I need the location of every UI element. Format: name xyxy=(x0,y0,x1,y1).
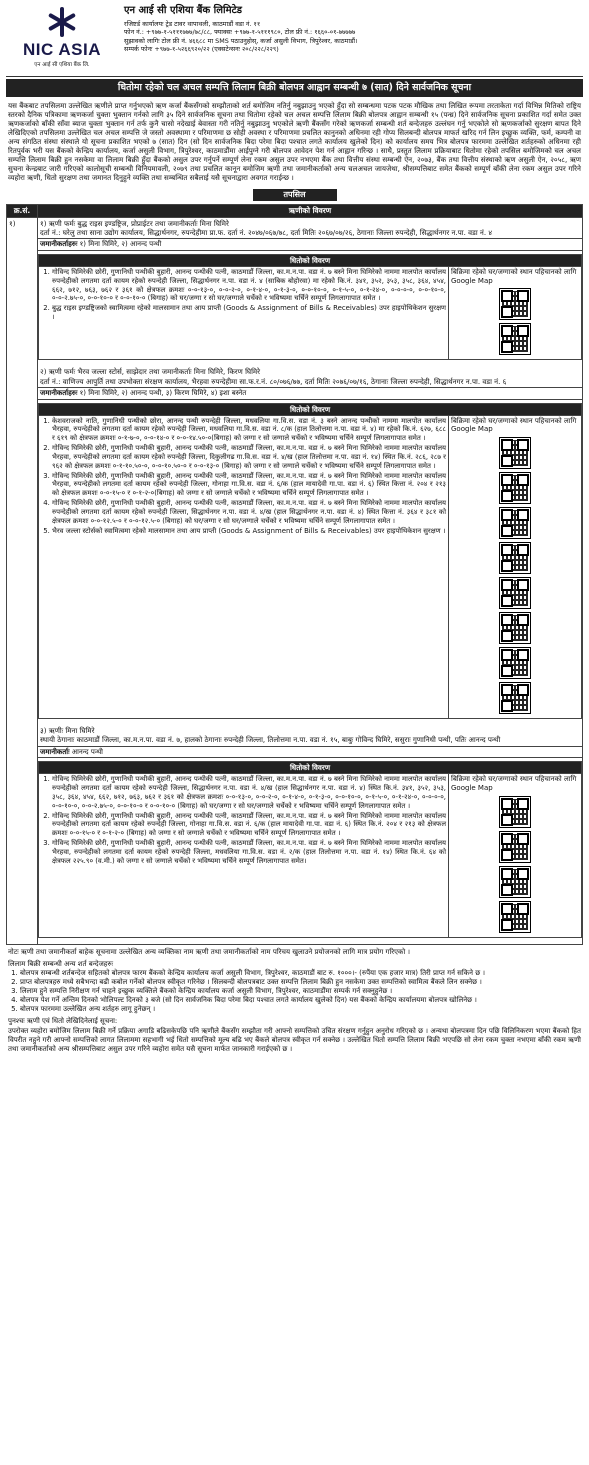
map-qr-cell xyxy=(449,415,582,719)
borrower-info: १) ऋणी फर्मः बुद्ध राइस इण्डष्ट्रिज, प्रोप्राईटर तथा जमानीकर्ताः मिना घिमिरे दर्ता नं.: घरेलु तथा साना उद्योग कार्यालय, सिद्धार्थनगर, रुपन्देहीमा प्रा.फ. दर्ता नं. २०४७/०६७/७८, दर्ता मितिः २०६७/०७/२६, ठेगानाः जिल्ला रुपन्देही, सिद्धार्थनगर न.पा. वडा नं. ४ xyxy=(38,218,582,239)
row-sn: १) xyxy=(7,217,38,944)
security-item: 1. गोविन्द घिमिरेकी छोरी, गुणानिधी पन्थीकी बुहारी, आनन्द पन्थीकी पत्नी, काठमाडौं जिल्ला, का.म.न.पा. वडा नं. ७ बस्ने मिना घिमिरेको नाममा मालपोत कार्यालय रुपन्देहीको लगतमा दर्ता कायम रहेको रुपन्देही जिल्ला, सिद्धार्थनगर न.पा. वडा नं. ४ (साबिक बोहोरवा) मा रहेको कि.नं. ३४१, ३५२, ३५३, ३५८, ३६४, ४५४, ६६२, ७१२, ७६३, ७६२ र ३६१ को क्षेत्रफल क्रमशः ०-०-१३-०, ०-०-२-०, ०-१-४-०, ०-१-३-०, ०-०-१०-०, ०-१-५-०, ०-१-२४-०, ०-०-०-०, ०-०-१०-०, ०-०-२.७५-०, ०-०-१०-० र ०-०-१०-० (बिगाह) को घर/जग्गा र सो घर/जग्गाले चर्चेको र भविष्यमा चर्चिने सम्पूर्ण लिगलागापात समेत । xyxy=(52,268,446,303)
bank-logo xyxy=(6,0,118,76)
bank-name: एन आई सी एशिया बैंक लिमिटेड xyxy=(124,5,242,16)
map-qr-cell xyxy=(449,266,582,360)
schedule-title: तपसिल xyxy=(253,189,337,201)
security-details xyxy=(39,774,449,938)
details-header: ऋणीको विवरण xyxy=(38,205,583,217)
qr-code-icon[interactable] xyxy=(499,288,531,320)
qr-code-icon[interactable] xyxy=(499,577,531,609)
qr-code-icon[interactable] xyxy=(499,612,531,644)
footer xyxy=(6,945,583,1057)
guarantors-row xyxy=(38,387,582,399)
qr-code-icon[interactable] xyxy=(499,831,531,863)
conditions-title: लिलाम बिक्री सम्बन्धी अन्य शर्त बन्देजहरुः xyxy=(8,959,114,968)
qr-caption: बिक्रिमा रहेको घर/जग्गाको स्थान पहिचानको लागि Google Map xyxy=(451,416,577,434)
qr-caption: बिक्रिमा रहेको घर/जग्गाको स्थान पहिचानको लागि Google Map xyxy=(451,775,577,793)
security-item: 1. गोविन्द घिमिरेकी छोरी, गुणानिधी पन्थीकी बुहारी, आनन्द पन्थीकी पत्नी, काठमाडौं जिल्ला, का.म.न.पा. वडा नं. ७ बस्ने मिना घिमिरेको नाममा मालपोत कार्यालय रुपन्देहीको लगतमा दर्ता कायम रहेको रुपन्देही जिल्ला, सिद्धार्थनगर न.पा. वडा नं. ४/ख (हाल सिद्धार्थनगर न.पा. वडा नं. ४) स्थित कि.नं. ३४१, ३५२, ३५३, ३५८, ३६४, ४५४, ६६२, ७१२, ७६३, ७६२ र ३६१ को क्षेत्रफल क्रमशः ०-०-१३-०, ०-०-२-०, ०-१-४-०, ०-१-३-०, ०-०-१०-०, ०-१-५-०, ०-१-२४-०, ०-०-०-०, ०-०-१०-०, ०-०-२.७५-०, ०-०-१०-० र ०-०-१०-० (बिगाह) को घर/जग्गा र सो घर/जग्गाले चर्चेको र भविष्यमा चर्चिने सम्पूर्ण लिगलागापात समेत । xyxy=(52,775,446,810)
security-details xyxy=(39,266,449,360)
notice-page xyxy=(6,0,583,1057)
header-line: रजिष्टर्ड कार्यालयः ट्रेड टावर थापाथली, काठमाडौं वडा नं. ११ xyxy=(124,19,261,28)
condition-item: 2. प्राप्त बोलपत्रहरु मध्ये सबैभन्दा बढी कबोल गर्नेको बोलपत्र स्वीकृत गरिनेछ । सिलबन्दी बोलपत्रबाट उक्त सम्पत्ति लिलाम बिक्री हुन नसकेमा उक्त सम्पत्तिको स्वामित्व बैंकले लिन सक्नेछ । xyxy=(20,978,581,987)
security-header: धितोको विवरण xyxy=(39,403,582,415)
borrower-table xyxy=(6,204,583,944)
condition-item: 4. बोलपत्र पेश गर्ने अन्तिम दिनको भोलिपल्ट दिनको ३ बजे (सो दिन सार्वजनिक बिदा परेमा बिदा पश्चात लगते कार्यालय खुलेको दिन) यस बैंकको केन्द्रिय कार्यालयमा बोलपत्र खोलिनेछ । xyxy=(20,996,581,1005)
security-item: 3. गोविन्द घिमिरेकी छोरी, गुणानिधी पन्थीकी बुहारी, आनन्द पन्थीकी पत्नी, काठमाडौं जिल्ला, का.म.न.पा. वडा नं. ७ बस्ने मिना घिमिरेको नाममा मालपोत कार्यालय भैरहवा, रुपन्देहीको लगतमा दर्ता कायम रहेको रुपन्देही जिल्ला, गोनाहा गा.वि.स. वडा नं. ६/क (हाल मायादेवी गा.पा. वडा नं. ६) स्थित कित्ता नं. २०४ र २१३ को क्षेत्रफल क्रमशः ०-०-१५-० र ०-१-२-०(बिगाह) को जग्गा र सो जग्गाले चर्चेको र भविष्यमा चर्चिने सम्पूर्ण लिगलागापात समेत । xyxy=(52,472,446,498)
guarantors-names: १) मिना घिमिरे, २) आनन्द पन्थी, ३) किरण घिमिरे, ४) इशा बस्नेत xyxy=(79,388,247,397)
security-item: 2. बुद्ध राइस इण्डष्ट्रिजको स्वामित्वमा रहेको मालसामान तथा आय प्राप्ती (Goods & Assignment of Bills & Receivables) उपर हाइपोथिकेशन सुरक्षण । xyxy=(52,304,446,322)
borrowers-list xyxy=(38,218,582,938)
qr-code-icon[interactable] xyxy=(499,472,531,504)
logo-text: NIC ASIA xyxy=(23,40,101,60)
qr-code-icon[interactable] xyxy=(499,542,531,574)
borrower-block xyxy=(38,725,582,938)
nic-star-icon xyxy=(47,7,77,37)
extra-title: पुनश्चः ऋणी एवं धितो लेखिदिनेलाई सूचना: xyxy=(8,1017,118,1026)
header-line: फोन नं.: +९७७-१-५१११७७७/७८/८८, फ्याक्सः +९७७-१-५१११९८०, टोल फ्री नं.: १६६०-०१-७७७७७ xyxy=(124,28,356,37)
intro-paragraph: यस बैंकबाट तपसिलमा उल्लेखित ऋणीले प्राप्त गर्नुभएको ऋण कर्जा बैंकसँगको सम्झौताको शर्त बमोजिम नतिर्नु नबुझाउनु भएको हुँदा सो सम्बन्धमा पटक पटक मौखिक तथा लिखित रूपमा तरताकेता गर्दा विभिन्न मितिको राष्ट्रिय स्तरको दैनिक पत्रिकामा ऋणकर्जा चुक्ता भुक्तान गर्नको लागि ३५ दिने सार्वजनिक सूचना तथा धितोमा रहेको चल अचल सम्पत्ति लिलाम बिक्री बोलपत्र आह्वान सम्बन्धी १५ (पन्ध्र) दिने सार्वजनिक सूचना प्रकाशित गर्दा समेत उक्त ऋणकर्जाको बाँकी साँवा ब्याज चुक्ता भुक्तान गर्न तर्फ कुनै चासो नदेखाई बेवास्ता गरी नतिर्नु नबुझाउनु भएकोले ऋणी बैंकसँग गरेको ऋणकर्जा सम्बन्धी शर्त बन्देजहरु उल्लंघन गर्नु भएकोले सो ऋणकर्जाको सुरक्षण बापत दिने लेखिदिएको तपसिलमा उल्लेखित चल अचल सम्पत्ति जे जस्तो अवस्थामा र परिमाणमा छ सोही अवस्था र परिमाणमा प्रचलित कानुनको अधिनमा रही गोप्य सिलबन्दी बोलपत्र माफर्त खरिद गर्न लिन इच्छुक व्यक्ति, फर्म, कम्पनी वा अन्य संगठित संस्था संस्थाले यो सूचना प्रकाशित भएको ७ (सात) दिन (सो दिन सार्वजनिक बिदा परेमा बिदा पश्चात लगते कार्यालय खुलेको दिन) को कार्यालय समय भित्र बोलपत्र फारममा उल्लेखित शर्तहरुको अधिनमा रही रितपुर्वक भरी यस बैंकको केन्द्रिय कार्यालय, कर्जा असुली विभाग, त्रिपुरेश्वर, काठमाडौंमा आईपुग्ने गरी बोलपत्र आवेदन पेश गर्न आह्वान गरिन्छ । साथै, प्रस्तुत लिलाम प्रक्रियाबाट धितोमा रहेको तपसिल बमोजिमको चल अचल सम्पत्ति लिलाम बिक्री हुन नसकेमा वा लिलाम बिक्री हुँदा बैंकको असुल उपर गर्नुपर्ने सम्पूर्ण लेना रकम असुल उपर नभएमा बैंक तथा वित्तीय संस्था सम्बन्धी ऐन, २०७३, बैंक तथा वित्तीय संस्थाको ऋण असुली ऐन, २०५८, ऋण सुचना केन्द्रबाट जारी गरिएको कालोसूची सम्बन्धी विनियमावली, २०७९ तथा प्रचलित कानून बमोजिम ऋणी तथा जमानीकर्ताको अन्य चलअचल जायजेथा, श्रीसम्पत्तिबाट समेत बैंकको सम्पूर्ण बाँकी लेना रकम असुल उपर गरिने व्यहोरा ऋणी, धितो सुरक्षण तथा जमानत दिनुहुने व्यक्ति तथा सम्बन्धित सबैलाई यसै सूचनाद्वारा अवगत गराईन्छ । xyxy=(8,100,581,183)
guarantors-row xyxy=(38,239,582,251)
borrower-block xyxy=(38,218,582,361)
qr-code-icon[interactable] xyxy=(499,507,531,539)
guarantors-row xyxy=(38,746,582,758)
conditions-list xyxy=(8,969,581,1014)
condition-item: 1. बोलपत्र सम्बन्धी शर्तबन्देज सहितको बोलपत्र फारम बैंकको केन्द्रिय कार्यालय कर्जा असुली विभाग, त्रिपुरेश्वर, काठमाडौं बाट रु. १०००।- (रुपैंया एक हजार मात्र) तिरी प्राप्त गर्न सकिने छ । xyxy=(20,969,581,978)
logo-tagline: एन आई सी एशिया बैंक लि. xyxy=(34,61,90,68)
guarantors-names: १) मिना घिमिरे, २) आनन्द पन्थी xyxy=(79,240,162,249)
header-line: सुझावको लागिः टोल फ्री नं. ४६६८८ मा SMS पठाउनुहोस्, कर्जा असुली विभाग, त्रिपुरेश्वर, काठमाडौं। xyxy=(124,36,358,45)
header xyxy=(6,0,583,77)
security-item: 4. गोविन्द घिमिरेकी छोरी, गुणानिधी पन्थीकी बुहारी, आनन्द पन्थीकी पत्नी, काठमाडौं जिल्ला, का.म.न.पा. वडा नं. ७ बस्ने मिना घिमिरेको नाममा मालपोत कार्यालय रुपन्देहीको लगतमा दर्ता कायम रहेको रुपन्देही जिल्ला, सिद्धार्थनगर न.पा. वडा नं. ४/ख (हाल सिद्धार्थनगर न.पा. वडा नं. ४) स्थित कित्ता नं. ३६४ र ३८१ को क्षेत्रफल क्रमशः ०-०-१२.५-० र ०-०-१२.५-० (बिगाह) को घर/जग्गा र सो घर/जग्गाले चर्चेको र भविष्यमा चर्चिने सम्पूर्ण लिगलागापात समेत । xyxy=(52,499,446,525)
guarantors-names: आनन्द पन्थी xyxy=(71,747,103,756)
qr-code-icon[interactable] xyxy=(499,796,531,828)
header-info xyxy=(118,0,583,76)
notice-title: धितोमा रहेको चल अचल सम्पत्ति लिलाम बिक्री बोलपत्र आह्वान सम्बन्धी ७ (सात) दिने सार्वजनिक सूचना xyxy=(6,79,583,97)
header-line: सम्पर्क फोनः +९७७-१-५२६६९२०/२२ (एक्सटेन्सनः २०८/२२८/२२९) xyxy=(124,45,279,54)
borrower-info: २) ऋणी फर्मः भैरव जल्ला स्टोर्स, साझेदार तथा जमानीकर्ताः मिना घिमिरे, किरण घिमिरे दर्ता नं.: वाणिज्य आपुर्ति तथा उपभोक्ता संरक्षण कार्यालय, भैरहवा रुपन्देहीमा सा.फ.र.नं. ८०/०७६/७७, दर्ता मितिः २०७६/०७/१६, ठेगानाः जिल्ला रुपन्देही, सिद्धार्थनगर न.पा. वडा नं. ६ xyxy=(38,366,582,387)
borrower-container xyxy=(38,217,583,944)
security-item: 2. गोविन्द घिमिरेकी छोरी, गुणानिधी पन्थीकी बुहारी, आनन्द पन्थीकी पत्नी, काठमाडौं जिल्ला, का.म.न.पा. वडा नं. ७ बस्ने मिना घिमिरेको नाममा मालपोत कार्यालय रुपन्देहीको लगतमा दर्ता कायम रहेको रुपन्देही जिल्ला, गोनाहा गा.वि.स. वडा नं. ६/क (हाल मायादेवी गा.पा. वडा नं. ६) स्थित कि.नं. २०४ र २१३ को क्षेत्रफल क्रमशः ०-०-१५-० र ०-१-२-० (बिगाह) को जग्गा र सो जग्गाले चर्चेको र भविष्यमा चर्चिने सम्पूर्ण लिगलागापात समेत । xyxy=(52,812,446,838)
qr-code-icon[interactable] xyxy=(499,647,531,679)
qr-code-icon[interactable] xyxy=(499,901,531,933)
guarantors-label: जमानीकर्ताहरुः xyxy=(40,388,78,397)
borrower-info: ३) ऋणीः मिना घिमिरे स्थायी ठेगानाः काठमाडौं जिल्ला, का.म.न.पा. वडा नं. ७, हालको ठेगानाः रुपन्देही जिल्ला, तिलोत्तमा न.पा. वडा नं. १५, बाबुः गोविन्द घिमिरे, ससुराः गुणानिधी पन्थी, पतिः आनन्द पन्थी xyxy=(38,725,582,746)
qr-code-icon[interactable] xyxy=(499,323,531,355)
sn-header: क्र.सं. xyxy=(7,205,38,217)
security-item: 3. गोविन्द घिमिरेकी छोरी, गुणानिधी पन्थीकी बुहारी, आनन्द पन्थीकी पत्नी, काठमाडौं जिल्ला, का.म.न.पा. वडा नं. ७ बस्ने मिना घिमिरेको नाममा मालपोत कार्यालय भैरहवा, रुपन्देहीको लगतमा दर्ता कायम रहेको रुपन्देही जिल्ला, मधवलिया गा.वि.स. वडा नं. २/क (हाल तिलोत्तमा न.पा. वडा नं. १४) स्थित कि.नं. ६४ को क्षेत्रफल २२५.९० (व.मी.) को जग्गा र सो जग्गाले चर्चेको र भविष्यमा चर्चिने सम्पूर्ण लिगलागापात समेत। xyxy=(52,839,446,865)
security-item: 1. केशवराजको नाति, गुणानिधी पन्थीको छोरा, आनन्द पन्थी रुपन्देही जिल्ला, मधवलिया गा.वि.स. वडा नं. ३ बस्ने आनन्द पन्थीको नाममा मालपोत कार्यालय भैरहवा, रुपन्देहीको लगतमा दर्ता कायम रहेको रुपन्देही जिल्ला, मधवलिया गा.वि.स. वडा नं. ८/क (हाल तिलोत्तमा न.पा. वडा नं. ४) मा रहेको कि.नं. ६२७, ६८८ र ६१९ को क्षेत्रफल क्रमशः ०-१-७-०, ०-०-१४-० र ०-०-१४.५०-०(बिगाह) को जग्गा र सो जग्गाले चर्चेको र भविष्यमा चर्चिने सम्पूर्ण लिगलागापात समेत । xyxy=(52,417,446,443)
security-item: 5. भैरव जल्ला स्टोर्सको स्वामित्वमा रहेको मालसामान तथा आय प्राप्ती (Goods & Assignment of Bills & Receivables) उपर हाइपोथिकेशन सुरक्षण । xyxy=(52,527,446,536)
borrower-block xyxy=(38,366,582,719)
security-header: धितोको विवरण xyxy=(39,762,582,774)
footer-note: नोटः ऋणी तथा जमानीकर्ता बाहेक सूचनामा उल्लेखित अन्य व्यक्तिका नाम ऋणी तथा जमानीकर्ताको नाम परिचय खुलाउने प्रयोजनको लागि मात्र प्रयोग गरिएको । xyxy=(8,947,411,956)
qr-code-icon[interactable] xyxy=(499,682,531,714)
qr-caption: बिक्रिमा रहेको घर/जग्गाको स्थान पहिचानको लागि Google Map xyxy=(451,267,577,285)
condition-item: 5. बोलपत्र फारममा उल्लेखित अन्य शर्तहरु लागू हुनेछन् । xyxy=(20,1005,581,1014)
security-header: धितोको विवरण xyxy=(39,254,582,266)
map-qr-cell xyxy=(449,774,582,938)
guarantors-label: जमानीकर्ताः xyxy=(40,747,70,756)
qr-code-icon[interactable] xyxy=(499,437,531,469)
security-item: 2. गोविन्द घिमिरेकी छोरी, गुणानिधी पन्थीकी बुहारी, आनन्द पन्थीकी पत्नी, काठमाडौं जिल्ला, का.म.न.पा. वडा नं. ७ बस्ने मिना घिमिरेको नाममा मालपोत कार्यालय भैरहवा, रुपन्देहीको लगतमा दर्ता कायम रहेको रुपन्देही जिल्ला, दिकुलीगढ गा.वि.स. वडा नं. ४/ख (हाल तिलोत्तमा न.पा. वडा नं. १४) स्थित कि.नं. २८६, २८७ र ९६२ को क्षेत्रफल क्रमशः ०-१-१०.५०-०, ०-०-१०.५०-० र ०-०-१३-० (बिगाह) को जग्गा र सो जग्गाले चर्चेको र भविष्यमा चर्चिने सम्पूर्ण लिगलागापात समेत । xyxy=(52,444,446,470)
extra-text: उपरोक्त व्यहोरा बमोजिम लिलाम बिक्री गर्ने प्रक्रिया अगाडि बढिसकेपछि पनि ऋणीले बैंकसँग सम्झौता गरी आफ्नो सम्पत्तिको उचित संरक्षण गर्नुहुन अनुरोध गरिएको छ । अन्यथा बोलपत्रमा दिन पछि विलिनिकरण भएमा बैंकको हित विपरीत नहुने गरी आफ्नो सम्पत्तिको लागत लिलाममा सहभागी भई धितो सम्पत्तिको मूल्य बढि भए बैंकले बोलपत्र स्वीकृत गर्न सक्नेछ । उल्लेखित धितो सम्पत्ति लिलाम बिक्री भएपछि सो लेना रकम चुक्ता नभएमा बाँकी रकम ऋणी तथा जमानीकर्ताको अन्य श्रीसम्पत्तिबाट असुल उपर गरिने व्यहोरा समेत यसै सूचना मार्फत जानकारी गराईएको छ । xyxy=(8,1026,581,1053)
guarantors-label: जमानीकर्ताहरुः xyxy=(40,240,78,249)
security-details xyxy=(39,415,449,719)
condition-item: 3. लिलाम हुने सम्पत्ति निरीक्षण गर्न चाहने इच्छुक व्यक्तिले बैंकको केन्द्रिय कार्यालय कर्जा असुली विभाग, त्रिपुरेश्वर, काठमाडौंमा सम्पर्क गर्न सक्नुहुनेछ । xyxy=(20,987,581,996)
qr-code-icon[interactable] xyxy=(499,866,531,898)
